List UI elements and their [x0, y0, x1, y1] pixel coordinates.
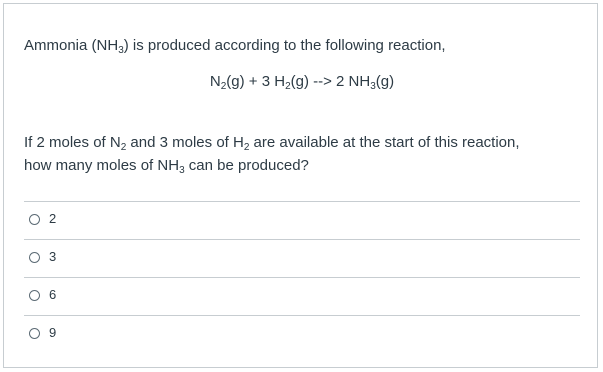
chemical-equation: $N_2(g) + 3$ $H_2(g)$ --> 2 $NH_3(g)$ [209, 73, 395, 92]
answer-option-9[interactable] [24, 315, 580, 353]
answer-option-2[interactable] [24, 201, 580, 239]
radio-button[interactable] [29, 290, 40, 301]
answer-option-6[interactable] [24, 277, 580, 315]
question-prompt-line-2: how many moles of $NH_3$ can be produced? [24, 157, 309, 176]
answer-label: 9 [49, 325, 57, 340]
radio-button[interactable] [29, 214, 40, 225]
radio-button[interactable] [29, 252, 40, 263]
question-intro: Ammonia $(NH_3)$ is produced according to the following reaction, [24, 37, 446, 56]
answer-label: 3 [49, 249, 57, 264]
question-prompt-line-1: If 2 moles of $N_2$ and 3 moles of $H_2$ are available at the start of this reaction, [24, 134, 520, 153]
answer-label: 6 [49, 287, 57, 302]
answer-option-3[interactable] [24, 239, 580, 277]
question-card [3, 3, 598, 368]
radio-button[interactable] [29, 328, 40, 339]
answer-label: 2 [49, 211, 57, 226]
answer-list [24, 201, 580, 353]
